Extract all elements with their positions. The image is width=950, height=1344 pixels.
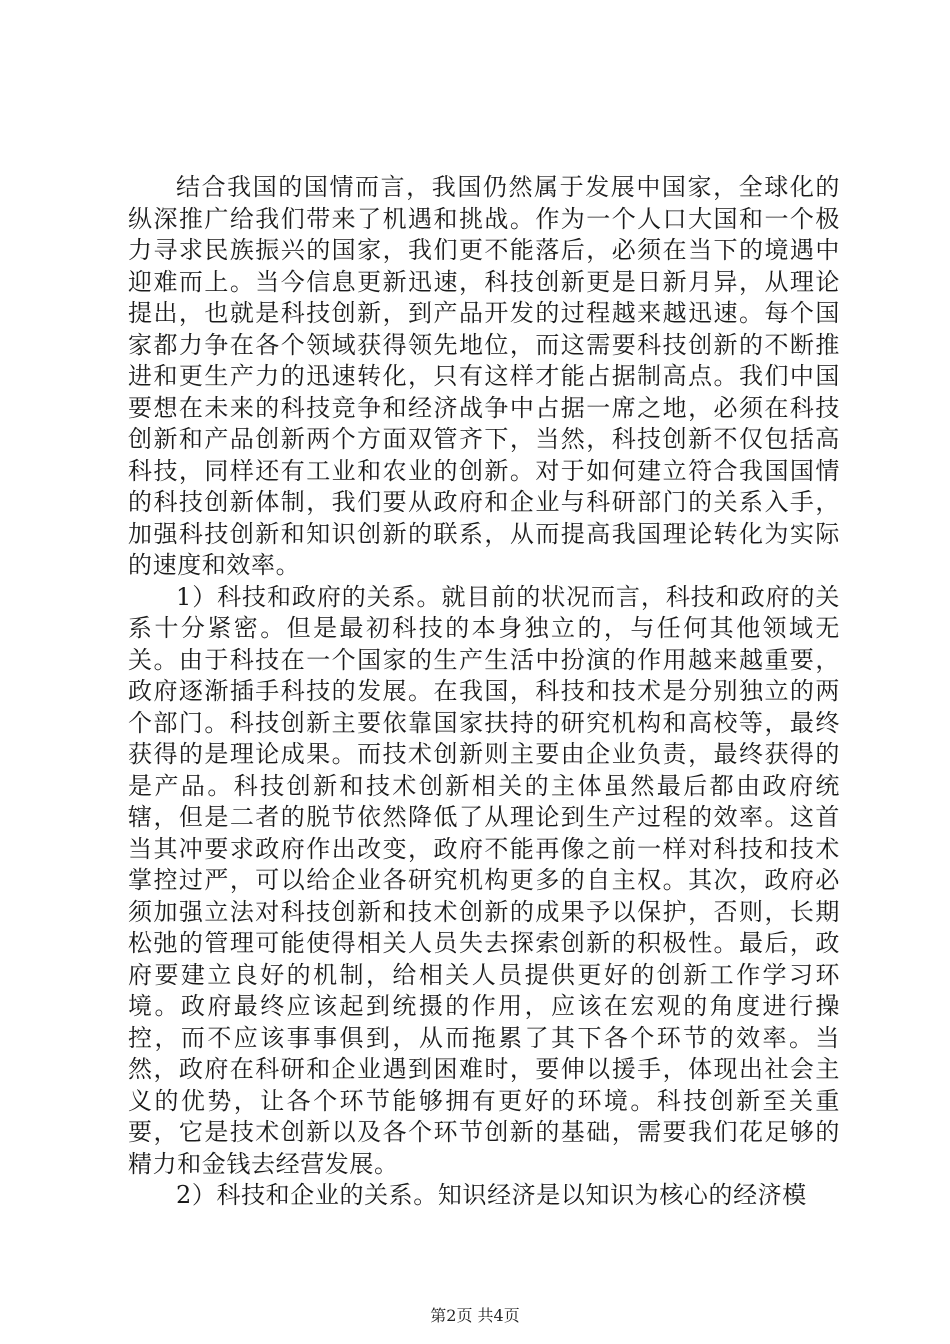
page-footer: 第2页 共4页 xyxy=(430,1306,520,1325)
document-body xyxy=(128,172,840,1212)
paragraph-enterprise-relation: 2）科技和企业的关系。知识经济是以知识为核心的经济模 xyxy=(176,1181,807,1209)
paragraph-government-relation: 1）科技和政府的关系。就目前的状况而言，科技和政府的关系十分紧密。但是最初科技的本身独立的，与任何其他领域无关。由于科技在一个国家的生产生活中扮演的作用越来越重要，政府逐渐插手科技的发展。在我国，科技和技术是分别独立的两个部门。科技创新主要依靠国家扶持的研究机构和高校等，最终获得的是理论成果。而技术创新则主要由企业负责，最终获得的是产品。科技创新和技术创新相关的主体虽然最后都由政府统辖，但是二者的脱节依然降低了从理论到生产过程的效率。这首当其冲要求政府作出改变，政府不能再像之前一样对科技和技术掌控过严，可以给企业各研究机构更多的自主权。其次，政府必须加强立法对科技创新和技术创新的成果予以保护，否则，长期松弛的管理可能使得相关人员失去探索创新的积极性。最后，政府要建立良好的机制，给相关人员提供更好的创新工作学习环境。政府最终应该起到统摄的作用，应该在宏观的角度进行操控，而不应该事事俱到，从而拖累了其下各个环节的效率。当然，政府在科研和企业遇到困难时，要伸以援手，体现出社会主义的优势，让各个环节能够拥有更好的环境。科技创新至关重要，它是技术创新以及各个环节创新的基础，需要我们花足够的精力和金钱去经营发展。 xyxy=(128,582,840,1178)
paragraph-intro: 结合我国的国情而言，我国仍然属于发展中国家，全球化的纵深推广给我们带来了机遇和挑战。作为一个人口大国和一个极力寻求民族振兴的国家，我们更不能落后，必须在当下的境遇中迎难而上。当今信息更新迅速，科技创新更是日新月异，从理论提出，也就是科技创新，到产品开发的过程越来越迅速。每个国家都力争在各个领域获得领先地位，而这需要科技创新的不断推进和更生产力的迅速转化，只有这样才能占据制高点。我们中国要想在未来的科技竞争和经济战争中占据一席之地，必须在科技创新和产品创新两个方面双管齐下，当然，科技创新不仅包括高科技，同样还有工业和农业的创新。对于如何建立符合我国国情的科技创新体制，我们要从政府和企业与科研部门的关系入手，加强科技创新和知识创新的联系，从而提高我国理论转化为实际的速度和效率。 xyxy=(128,173,840,579)
